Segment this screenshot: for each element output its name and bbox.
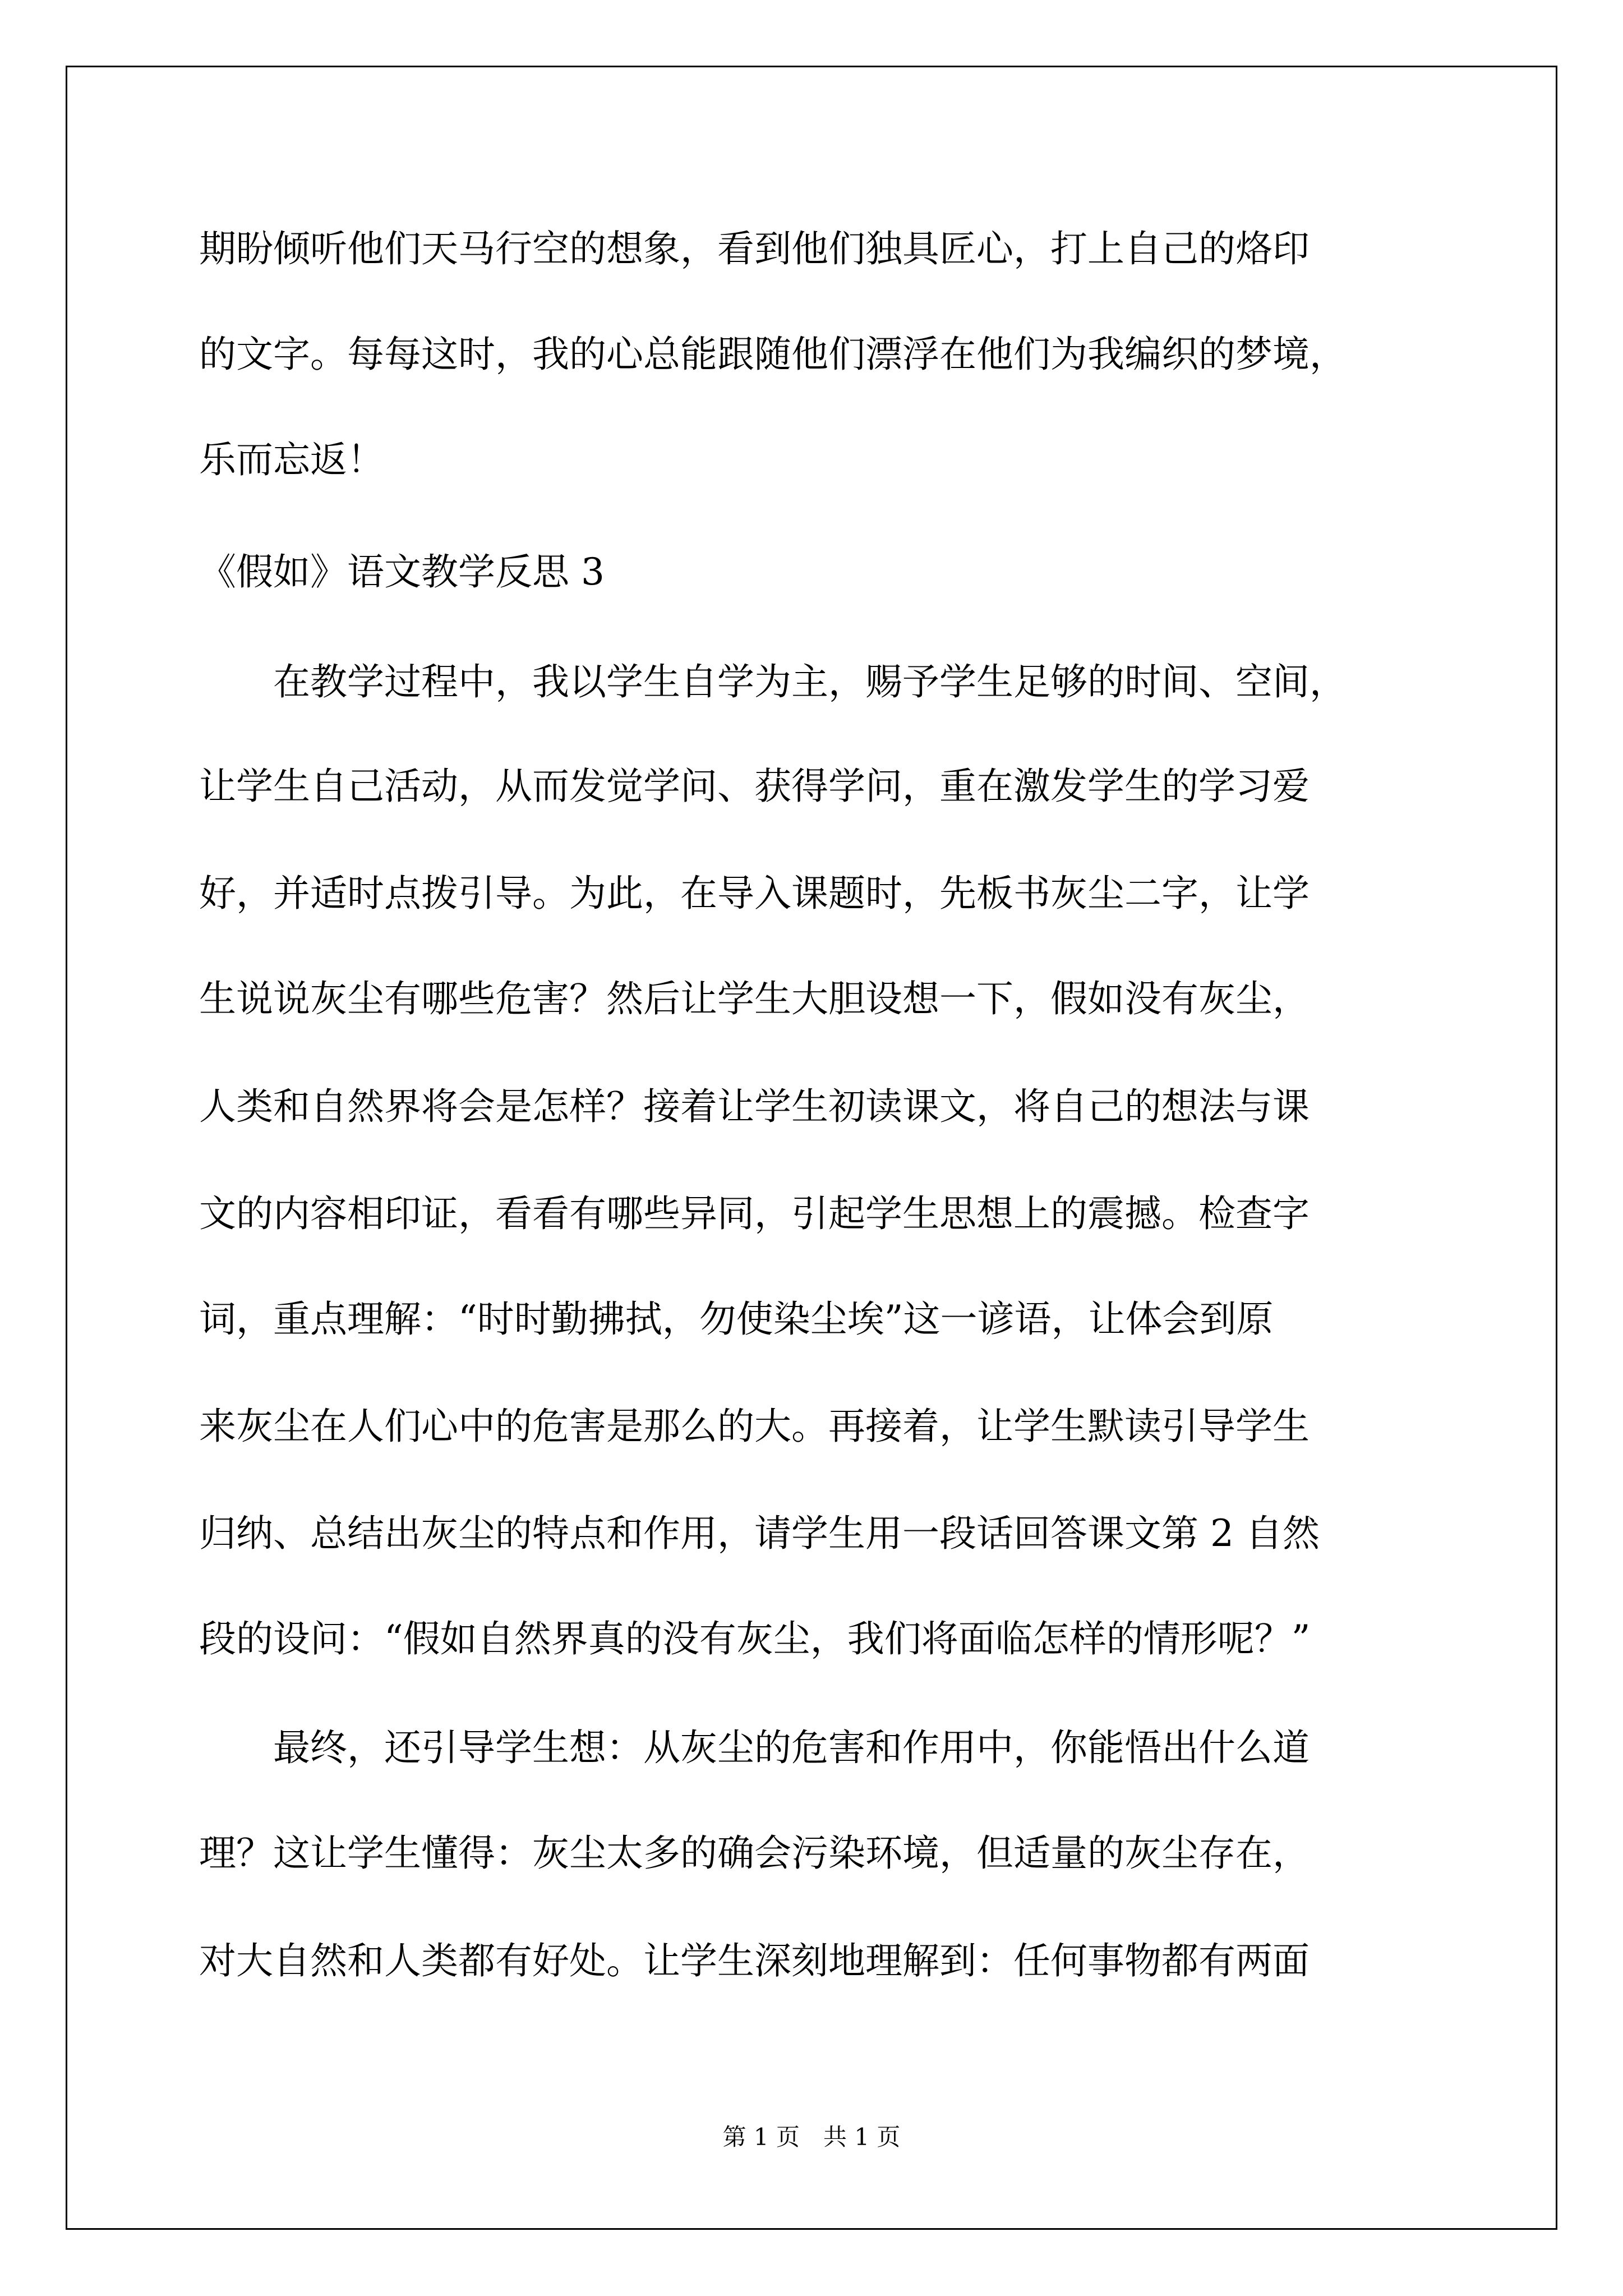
text-line: 的文字。每每这时，我的心总能跟随他们漂浮在他们为我编织的梦境，: [199, 333, 1347, 376]
text-line: 乐而忘返！: [199, 438, 384, 481]
text-line: 对大自然和人类都有好处。让学生深刻地理解到：任何事物都有两面: [199, 1939, 1310, 1982]
text-line: 来灰尘在人们心中的危害是那么的大。再接着，让学生默读引导学生: [199, 1405, 1310, 1448]
text-line: 最终，还引导学生想：从灰尘的危害和作用中，你能悟出什么道: [199, 1726, 1310, 1769]
text-line: 段的设问：“假如自然界真的没有灰尘，我们将面临怎样的情形呢？”: [199, 1617, 1311, 1660]
text-line: 在教学过程中，我以学生自学为主，赐予学生足够的时间、空间，: [199, 660, 1347, 703]
text-line: 生说说灰尘有哪些危害？然后让学生大胆设想一下，假如没有灰尘，: [199, 977, 1310, 1020]
text-line: 人类和自然界将会是怎样？接着让学生初读课文，将自己的想法与课: [199, 1085, 1310, 1128]
section-heading: 《假如》语文教学反思 3: [199, 550, 605, 593]
page-border: [66, 66, 1557, 2230]
text-line: 文的内容相印证，看看有哪些异同，引起学生思想上的震撼。检查字: [199, 1192, 1310, 1235]
text-line: 归纳、总结出灰尘的特点和作用，请学生用一段话回答课文第 2 自然: [199, 1512, 1320, 1555]
text-line: 让学生自己活动，从而发觉学问、获得学问，重在激发学生的学习爱: [199, 765, 1310, 808]
text-line: 词，重点理解：“时时勤拂拭，勿使染尘埃”这一谚语，让体会到原: [199, 1297, 1274, 1341]
page-footer: 第 1 页 共 1 页: [722, 2123, 901, 2151]
text-line: 期盼倾听他们天马行空的想象，看到他们独具匠心，打上自己的烙印: [199, 227, 1310, 270]
text-line: 理？这让学生懂得：灰尘太多的确会污染环境，但适量的灰尘存在，: [199, 1832, 1310, 1875]
text-line: 好，并适时点拨引导。为此，在导入课题时，先板书灰尘二字，让学: [199, 872, 1310, 915]
